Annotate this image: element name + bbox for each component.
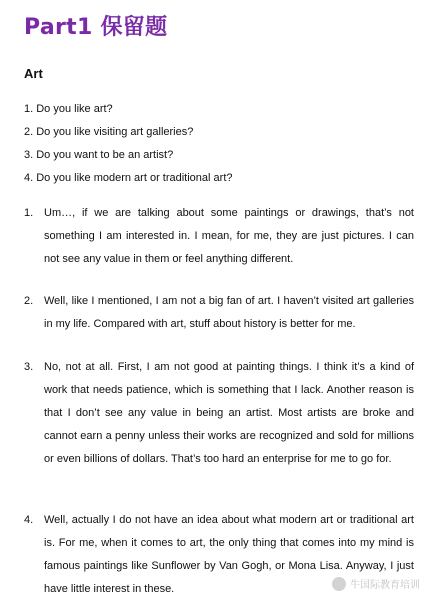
watermark — [332, 576, 420, 591]
question-list — [24, 102, 414, 194]
answer-number: 4. — [24, 514, 34, 526]
answer-item — [24, 202, 414, 271]
page-title: Part1 保留题 — [24, 15, 168, 40]
question-item: 4. Do you like modern art or traditional art? — [24, 172, 233, 184]
answer-item — [24, 356, 414, 471]
answer-number: 1. — [24, 207, 34, 219]
answer-item — [24, 290, 414, 336]
answer-text: Um…, if we are talking about some paintings or drawings, that’s not something I am interested in. I mean, for me, they are just pictures. I can not see any value in them or feel anything different. — [44, 207, 414, 265]
answer-text: Well, like I mentioned, I am not a big fan of art. I haven’t visited art galleries in my life. Compared with art, stuff about history is better for me. — [44, 295, 414, 330]
question-item: 2. Do you like visiting art galleries? — [24, 126, 194, 138]
watermark-text: 牛国际教育培训 — [350, 580, 420, 591]
answer-text: No, not at all. First, I am not good at painting things. I think it’s a kind of work that needs patience, which is something that I lack. Another reason is that I don’t see any value in being an artist. Most artists are broke and cannot earn a penny unless their works are recognized and sold for millions or even billions of dollars. That’s too hard an enterprise for me to go for. — [44, 361, 414, 465]
answer-text: Well, actually I do not have an idea about what modern art or traditional art is. For me, when it comes to art, the only thing that comes into my mind is famous paintings like Sunflower by Van Gogh, or Mona Lisa. Anyway, I just have little interest in these. — [44, 514, 414, 595]
question-item: 3. Do you want to be an artist? — [24, 149, 174, 161]
question-item: 1. Do you like art? — [24, 103, 113, 115]
section-heading: Art — [24, 66, 43, 81]
answer-number: 2. — [24, 295, 34, 307]
watermark-logo-icon — [332, 577, 346, 591]
answer-number: 3. — [24, 361, 34, 373]
